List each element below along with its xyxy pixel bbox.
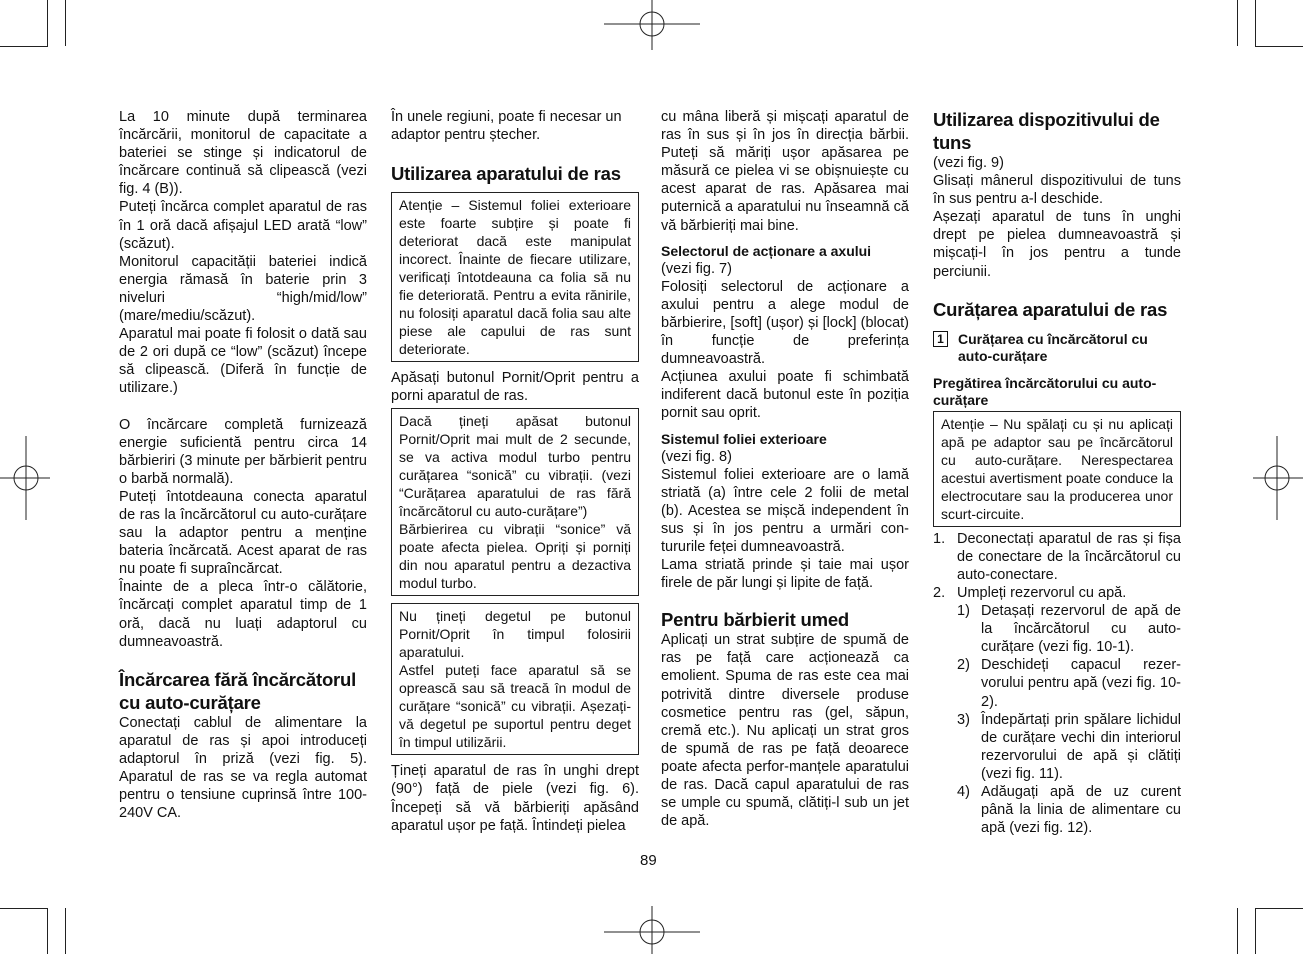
paragraph: (vezi fig. 7) — [661, 260, 732, 277]
column-3 — [661, 108, 909, 830]
crop-mark — [65, 908, 66, 954]
paragraph: Aparatul mai poate fi folosit o dată sau de 2 ori după ce “low” (scăzut) începe să clipească. (Diferă în funcție de utilizare.) — [119, 326, 367, 397]
caution-text: Atenție – Sistemul foliei exterioare este foarte subțire și poate fi deteriorat dacă este manipulat incorect. Înainte de fiecare utilizare, verificați întotdeauna ca folia să nu fie deteriorată. Pentru a evita rănirile, nu folosiți aparatul dacă folia sau alte piese ale capului de ras sunt deteriorate. — [399, 197, 631, 358]
paragraph: Acțiunea axului poate fi schimbată indiferent dacă butonul este în poziția pornit sau oprit. — [661, 369, 909, 422]
column-1 — [119, 108, 367, 822]
registration-mark-icon — [1253, 436, 1303, 520]
column-2 — [391, 108, 639, 835]
sublist-item: 1) Detașați rezervorul de apă de la încărcătorul cu auto-curățare (vezi fig. 10-1). — [957, 603, 1181, 656]
paragraph: În unele regiuni, poate fi necesar un adaptor pentru ștecher. — [391, 109, 622, 144]
paragraph: La 10 minute după terminarea încărcării, monitorul de capacitate a bateriei se stinge și indicatorul de încărcare continuă să clipească (vezi fig. 4 (B)). — [119, 109, 367, 198]
section-heading: Încărcarea fără încărcătorul cu auto-curățare — [119, 668, 357, 713]
note-text: Astfel puteți face aparatul să se oprească sau să treacă în modul de curățare “sonică” cu vibrații. Așezați-vă degetul pe suportul pentru deget în timpul utilizării. — [399, 662, 631, 751]
section-heading: Curățarea aparatului de ras — [933, 298, 1168, 320]
paragraph: Înainte de a pleca într-o călătorie, încărcați complet aparatul timp de 1 oră, dacă nu luați adaptorul cu dumneavoastră. — [119, 579, 367, 650]
caution-box — [391, 192, 639, 362]
crop-mark — [0, 46, 48, 47]
list-item: 2. Umpleți rezervorul cu apă. — [933, 584, 1127, 601]
column-4 — [933, 108, 1181, 837]
note-text: Nu țineți degetul pe butonul Pornit/Oprit în timpul folosirii aparatului. — [399, 608, 631, 661]
paragraph: Așezați aparatul de tuns în unghi drept pe pielea dumneavoastră și mișcați-l în jos pentru a tunde perciunii. — [933, 209, 1181, 280]
subheading: Pregătirea încărcătorului cu auto-curățare — [933, 374, 1157, 408]
paragraph: Monitorul capacității bateriei indică energia rămasă în baterie prin 3 niveluri “high/mid/low” (mare/mediu/scăzut). — [119, 253, 367, 325]
paragraph: Aplicați un strat subțire de spumă de ras pe față care acționează ca emolient. Spuma de ras este cea mai potrivită dintre diversele produse cosmetice pentru ras (gel, săpun, cremă etc.). Nu aplicați un strat gros de spumă de ras pe față deoarece poate afecta perfor-manțele aparatului de ras. Dacă capul aparatului de ras se umple cu spumă, clătiți-l sub un jet de apă. — [661, 632, 909, 830]
crop-mark — [1255, 46, 1303, 47]
crop-mark — [47, 0, 48, 46]
crop-mark — [1237, 0, 1238, 46]
paragraph: Țineți aparatul de ras în unghi drept (90°) față de piele (vezi fig. 6). Începeți să vă bărbieriți apăsând aparatul ușor pe față. Întindeți pielea — [391, 763, 639, 834]
note-text: Dacă țineți apăsat butonul Pornit/Oprit mai mult de 2 secunde, se va activa modul turbo pentru curățarea “sonică” cu vibrații. (vezi “Curățarea aparatului de ras fără încărcătorul cu auto-curățare”) — [399, 413, 631, 520]
crop-mark — [47, 908, 48, 954]
numbered-subheading — [933, 331, 1181, 365]
paragraph: Puteți încărca complet aparatul de ras în 1 oră dacă afișajul LED arată “low” (scăzut). — [119, 199, 367, 252]
crop-mark — [1255, 908, 1256, 954]
paragraph: Glisați mânerul dispozitivului de tuns în sus pentru a-l deschide. — [933, 173, 1181, 208]
paragraph: Sistemul foliei exterioare are o lamă striată (a) între cele 2 folii de metal (b). Acestea se mișcă independent în sus și în jos pentru a urmări con-tururile feței dumneavoastră. — [661, 466, 909, 555]
crop-mark — [1255, 908, 1303, 909]
registration-mark-icon — [604, 906, 700, 954]
crop-mark — [0, 908, 48, 909]
paragraph: O încărcare completă furnizează energie suficientă pentru circa 14 bărbieriri (3 minute per bărbierit pentru o barbă normală). — [119, 416, 367, 487]
paragraph: Folosiți selectorul de acționare a axului pentru a alege modul de bărbierire, [soft] (ușor) și [lock] (blocat) în funcție de preferința dumneavoastră. — [661, 278, 909, 368]
paragraph: (vezi fig. 8) — [661, 448, 732, 465]
crop-mark — [1255, 0, 1256, 46]
note-box — [391, 408, 639, 596]
subheading-text: Curățarea cu încărcătorul cu auto-curățare — [958, 330, 1148, 364]
note-box — [391, 603, 639, 755]
sublist-item: 3) Îndepărtați prin spălare lichidul de curățare vechi din interiorul rezervorului de apă și clătiți (vezi fig. 11). — [957, 711, 1181, 782]
crop-mark — [65, 0, 66, 46]
section-number-badge: 1 — [933, 331, 948, 347]
crop-mark — [1237, 908, 1238, 954]
registration-mark-icon — [604, 0, 700, 50]
paragraph: Puteți întotdeauna conecta aparatul de ras la încărcătorul cu auto-curățare sau la adaptor pentru a menține bateria încărcată. Acest aparat de ras nu poate fi supraîncărcat. — [119, 488, 367, 578]
paragraph: Apăsați butonul Pornit/Oprit pentru a porni aparatul de ras. — [391, 370, 639, 405]
paragraph: cu mâna liberă și mișcați aparatul de ras în sus și în jos în direcția bărbii. Puteți să măriți ușor apăsarea pe măsură ce pielea vi se obișnuiește cu acest aparat de ras. Apăsarea mai puternică a aparatului nu înseamnă că vă bărbieriți mai bine. — [661, 109, 909, 234]
sublist-item: 4) Adăugați apă de uz curent până la linia de alimentare cu apă (vezi fig. 12). — [957, 783, 1181, 837]
sublist-item: 2) Deschideți capacul rezer-vorului pentru apă (vezi fig. 10-2). — [957, 657, 1181, 710]
subheading: Sistemul foliei exterioare — [661, 430, 827, 447]
paragraph: Lama striată prinde și taie mai ușor firele de păr lungi și lipite de față. — [661, 557, 909, 592]
note-text: Bărbierirea cu vibrații “sonice” vă poate afecta pielea. Opriți și porniți din nou aparatul pentru a dezactiva modul turbo. — [399, 521, 631, 592]
paragraph: (vezi fig. 9) — [933, 155, 1004, 171]
caution-box — [933, 411, 1181, 527]
section-heading: Pentru bărbierit umed — [661, 609, 850, 631]
registration-mark-icon — [0, 436, 50, 520]
section-heading: Utilizarea aparatului de ras — [391, 163, 621, 185]
subheading: Selectorul de acționare a axului — [661, 242, 872, 259]
caution-text: Atenție – Nu spălați cu și nu aplicați apă pe adaptor sau pe încărcătorul cu auto-curățare. Nerespectarea acestui avertisment poate conduce la electrocutare sau la producerea unor scurt-circuite. — [941, 415, 1173, 522]
page-number: 89 — [640, 852, 657, 869]
section-heading: Utilizarea dispozitivului de tuns — [933, 109, 1160, 153]
list-item: 1. Deconectați aparatul de ras și fișa de conectare de la încărcătorul cu auto-conectare. — [933, 530, 1181, 583]
paragraph: Conectați cablul de alimentare la aparatul de ras și apoi introduceți adaptorul în priză (vezi fig. 5). Aparatul de ras se va regla automat pentru o tensiune cuprinsă între 100-240V CA. — [119, 714, 367, 822]
